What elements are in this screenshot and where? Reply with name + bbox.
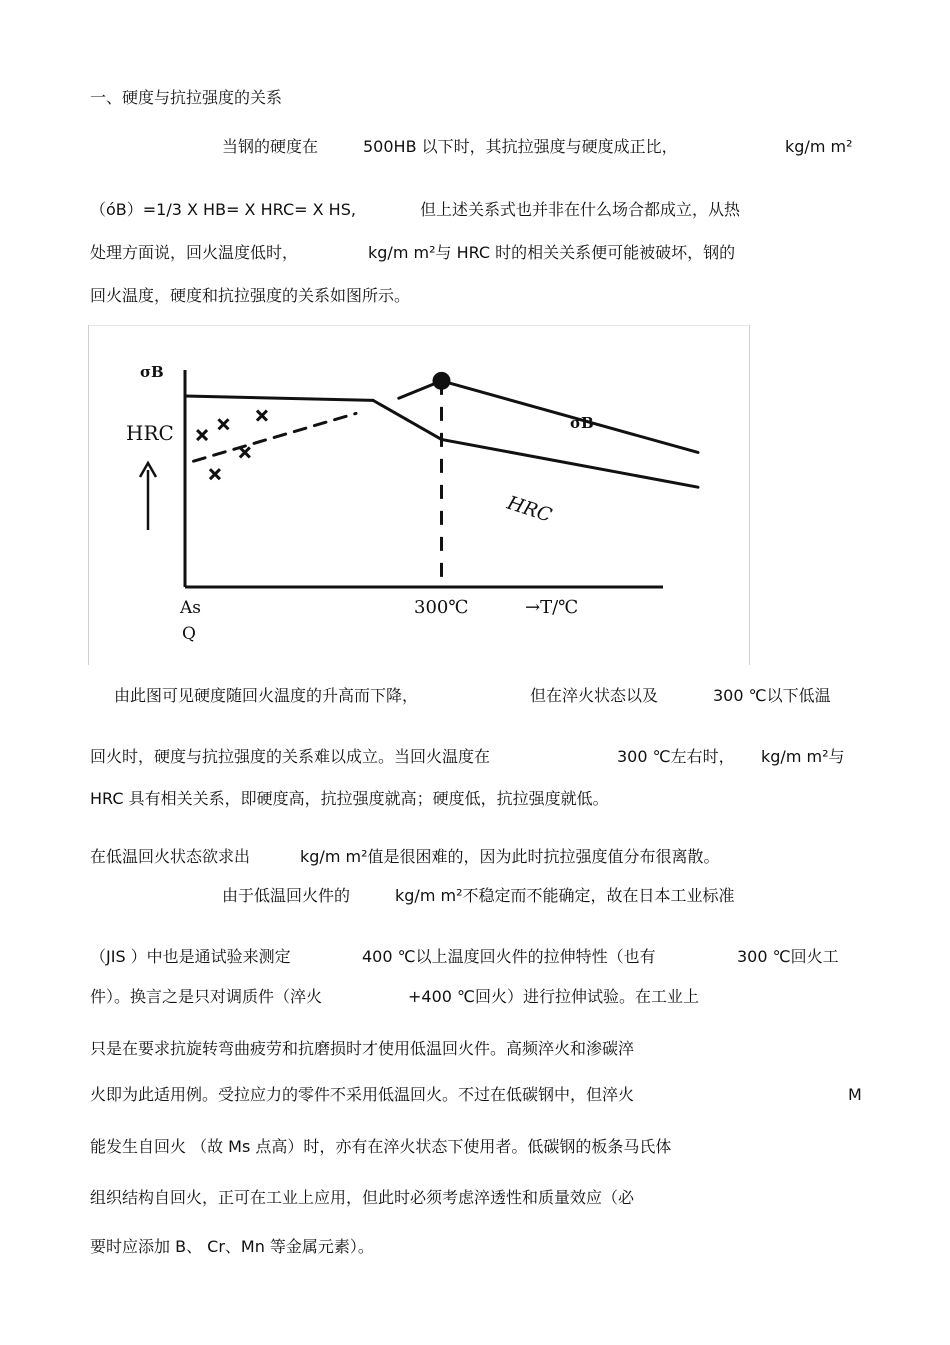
- text-segment: kg/m m²不稳定而不能确定，故在日本工业标准: [395, 886, 735, 905]
- para2-line10: 能发生自回火 （故 Ms 点高）时，亦有在淬火状态下使用者。低碳钢的板条马氏体: [90, 1137, 672, 1156]
- text-segment: kg/m m²与: [761, 747, 845, 766]
- text-segment: （όB）=1/3 X HB= X HRC= X HS,: [90, 200, 356, 219]
- text-segment: M: [848, 1085, 862, 1104]
- text-segment: kg/m m²: [785, 137, 853, 156]
- text-segment: 400 ℃以上温度回火件的拉伸特性（也有: [362, 947, 656, 966]
- series-line-σB: [185, 396, 373, 400]
- x-tick-300: 300℃: [414, 597, 469, 618]
- as-label: As: [180, 598, 202, 618]
- text-segment: 回火时，硬度与抗拉强度的关系难以成立。当回火温度在: [90, 747, 491, 766]
- section-heading: 一、硬度与抗拉强度的关系: [90, 88, 283, 107]
- para2-line3: HRC 具有相关关系，即硬度高，抗拉强度就高；硬度低，抗拉强度就低。: [90, 789, 609, 808]
- text-segment: 由于低温回火件的: [222, 886, 351, 905]
- text-segment: （JIS ）中也是通试验来测定: [90, 947, 291, 966]
- hrc-curve-label: HRC: [504, 491, 555, 527]
- scatter-point: [218, 419, 228, 429]
- text-segment: 火即为此适用例。受拉应力的零件不采用低温回火。不过在低碳钢中，但淬火: [90, 1085, 635, 1104]
- para1-line4: 回火温度，硬度和抗拉强度的关系如图所示。: [90, 286, 411, 305]
- series-line-HRC: [373, 400, 698, 487]
- text-segment: 300 ℃以下低温: [713, 686, 831, 705]
- text-segment: 处理方面说，回火温度低时，: [90, 243, 299, 262]
- text-segment: +400 ℃回火）进行拉伸试验。在工业上: [408, 987, 700, 1006]
- tempering-chart: [88, 325, 750, 665]
- scatter-point: [257, 411, 267, 421]
- para2-line12: 要时应添加 B、 Cr、Mn 等金属元素）。: [90, 1237, 374, 1256]
- text-segment: 件）。换言之是只对调质件（淬火: [90, 987, 323, 1006]
- q-label: Q: [182, 624, 196, 644]
- sigma-b-axis-label: σB: [140, 363, 164, 381]
- para2-line8: 只是在要求抗旋转弯曲疲劳和抗磨损时才使用低温回火件。高频淬火和渗碳淬: [90, 1039, 635, 1058]
- chart-svg: [88, 325, 750, 665]
- para2-line11: 组织结构自回火，正可在工业上应用，但此时必须考虑淬透性和质量效应（必: [90, 1188, 635, 1207]
- text-segment: 但上述关系式也并非在什么场合都成立，从热: [420, 200, 741, 219]
- text-segment: 300 ℃回火工: [737, 947, 839, 966]
- text-segment: kg/m m²与 HRC 时的相关关系便可能被破坏，钢的: [368, 243, 736, 262]
- text-segment: 300 ℃左右时，: [617, 747, 735, 766]
- hrc-axis-label: HRC: [126, 421, 174, 445]
- scatter-point: [210, 469, 220, 479]
- plot-marks: [185, 372, 698, 587]
- text-segment: 在低温回火状态欲求出: [90, 847, 251, 866]
- text-segment: kg/m m²值是很困难的，因为此时抗拉强度值分布很离散。: [300, 847, 720, 866]
- text-segment: 当钢的硬度在: [222, 137, 319, 156]
- text-segment: 由此图可见硬度随回火温度的升高而下降，: [114, 686, 419, 705]
- text-segment: 但在淬火状态以及: [530, 686, 659, 705]
- text-segment: 500HB 以下时，其抗拉强度与硬度成正比，: [363, 137, 678, 156]
- scatter-point: [240, 447, 250, 457]
- sigma-b-curve-label: σB: [570, 414, 594, 432]
- x-axis-label: →T/℃: [525, 597, 579, 618]
- series-line-σB-peak: [399, 381, 698, 453]
- peak-point: [433, 372, 451, 390]
- scatter-point: [197, 430, 207, 440]
